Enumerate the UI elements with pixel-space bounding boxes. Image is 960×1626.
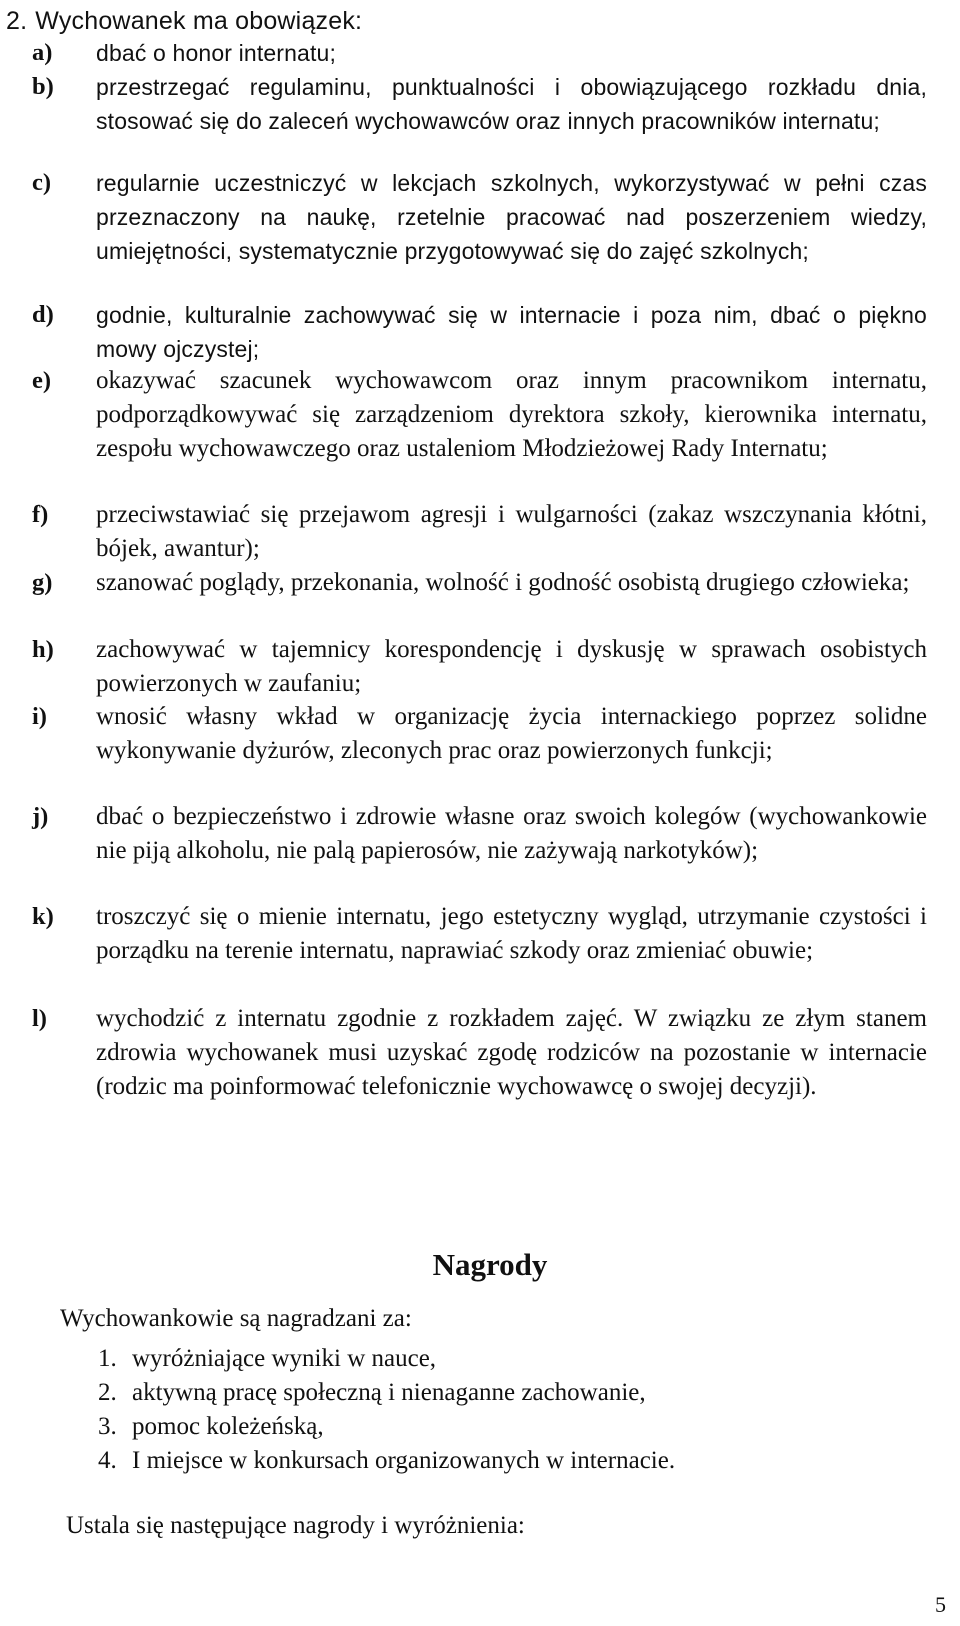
duty-letter: a) <box>32 39 53 66</box>
rewards-item-number: 1. <box>98 1345 117 1372</box>
duty-letter: l) <box>32 1005 47 1032</box>
section-number: 2. <box>6 7 28 35</box>
rewards-item-number: 3. <box>98 1413 117 1440</box>
rewards-item-number: 2. <box>98 1379 117 1406</box>
rewards-list-item <box>98 1342 675 1376</box>
duty-text: regularnie uczestniczyć w lekcjach szkolnych, wykorzystywać w pełni czas przeznaczony na naukę, rzetelnie pracować nad poszerzeniem wiedzy, umiejętności, systematycznie przygotowywać się do zajęć szkolnych; <box>96 170 927 264</box>
duty-letter: i) <box>32 703 47 730</box>
duty-letter: f) <box>32 501 49 528</box>
duty-text: zachowywać w tajemnicy korespondencję i dyskusję w sprawach osobistych powierzonych w zaufaniu; <box>96 636 927 697</box>
rewards-item-text: I miejsce w konkursach organizowanych w internacie. <box>132 1447 676 1474</box>
duty-text: przeciwstawiać się przejawom agresji i wulgarności (zakaz wszczynania kłótni, bójek, awantur); <box>96 501 927 562</box>
duty-item-j <box>32 800 927 868</box>
rewards-list-item <box>98 1376 675 1410</box>
duty-item-h <box>32 633 927 701</box>
duty-letter: g) <box>32 569 53 596</box>
duty-item-i <box>32 700 927 768</box>
rewards-item-text: aktywną pracę społeczną i nienaganne zachowanie, <box>132 1379 646 1406</box>
duty-text: godnie, kulturalnie zachowywać się w internacie i poza nim, dbać o piękno mowy ojczystej; <box>96 302 927 362</box>
duty-item-k <box>32 900 927 968</box>
rewards-intro: Wychowankowie są nagradzani za: <box>60 1305 412 1332</box>
page-number: 5 <box>935 1592 946 1617</box>
duty-letter: e) <box>32 367 52 394</box>
section-heading <box>6 6 362 36</box>
rewards-closing-line: Ustala się następujące nagrody i wyróżnienia: <box>66 1512 525 1539</box>
duty-item-f <box>32 498 927 566</box>
rewards-item-number: 4. <box>98 1447 117 1474</box>
duty-text: szanować poglądy, przekonania, wolność i godność osobistą drugiego człowieka; <box>96 569 910 596</box>
rewards-list-item <box>98 1444 675 1478</box>
duty-text: dbać o bezpieczeństwo i zdrowie własne oraz swoich kolegów (wychowankowie nie piją alkoholu, nie palą papierosów, nie zażywają narkotyków); <box>96 803 927 864</box>
duty-text: wnosić własny wkład w organizację życia internackiego poprzez solidne wykonywanie dyżurów, zleconych prac oraz powierzonych funkcji; <box>96 703 927 764</box>
rewards-item-text: pomoc koleżeńską, <box>132 1413 324 1440</box>
duty-letter: k) <box>32 903 54 930</box>
duty-item-e <box>32 364 927 466</box>
duty-text: wychodzić z internatu zgodnie z rozkładem zajęć. W związku ze złym stanem zdrowia wychowanek musi uzyskać zgodę rodziców na pozostanie w internacie (rodzic ma poinformować telefonicznie wychowawcę o swojej decyzji). <box>96 1005 927 1100</box>
duty-text: przestrzegać regulaminu, punktualności i obowiązującego rozkładu dnia, stosować się do zaleceń wychowawców oraz innych pracowników internatu; <box>96 74 927 134</box>
duty-item-g <box>32 566 927 600</box>
duty-item-b <box>32 70 927 138</box>
duty-text: troszczyć się o mienie internatu, jego estetyczny wygląd, utrzymanie czystości i porządku na terenie internatu, naprawiać szkody oraz zmieniać obuwie; <box>96 903 927 964</box>
duty-item-a <box>32 36 927 70</box>
rewards-title: Nagrody <box>432 1247 548 1282</box>
duty-letter: h) <box>32 636 54 663</box>
duty-item-c <box>32 166 927 268</box>
duty-letter: b) <box>32 73 54 100</box>
duty-text: dbać o honor internatu; <box>96 40 337 66</box>
duty-letter: d) <box>32 301 54 328</box>
duty-item-l <box>32 1002 927 1104</box>
section-heading-text: Wychowanek ma obowiązek: <box>35 7 363 35</box>
duty-letter: c) <box>32 169 52 196</box>
rewards-item-text: wyróżniające wyniki w nauce, <box>132 1345 437 1372</box>
duty-text: okazywać szacunek wychowawcom oraz innym pracownikom internatu, podporządkowywać się zarządzeniom dyrektora szkoły, kierownika internatu, zespołu wychowawczego oraz ustaleniom Młodzieżowej Rady Internatu; <box>96 367 927 462</box>
rewards-list-item <box>98 1410 675 1444</box>
duty-letter: j) <box>32 803 49 830</box>
duty-item-d <box>32 298 927 366</box>
rewards-list <box>98 1342 675 1478</box>
